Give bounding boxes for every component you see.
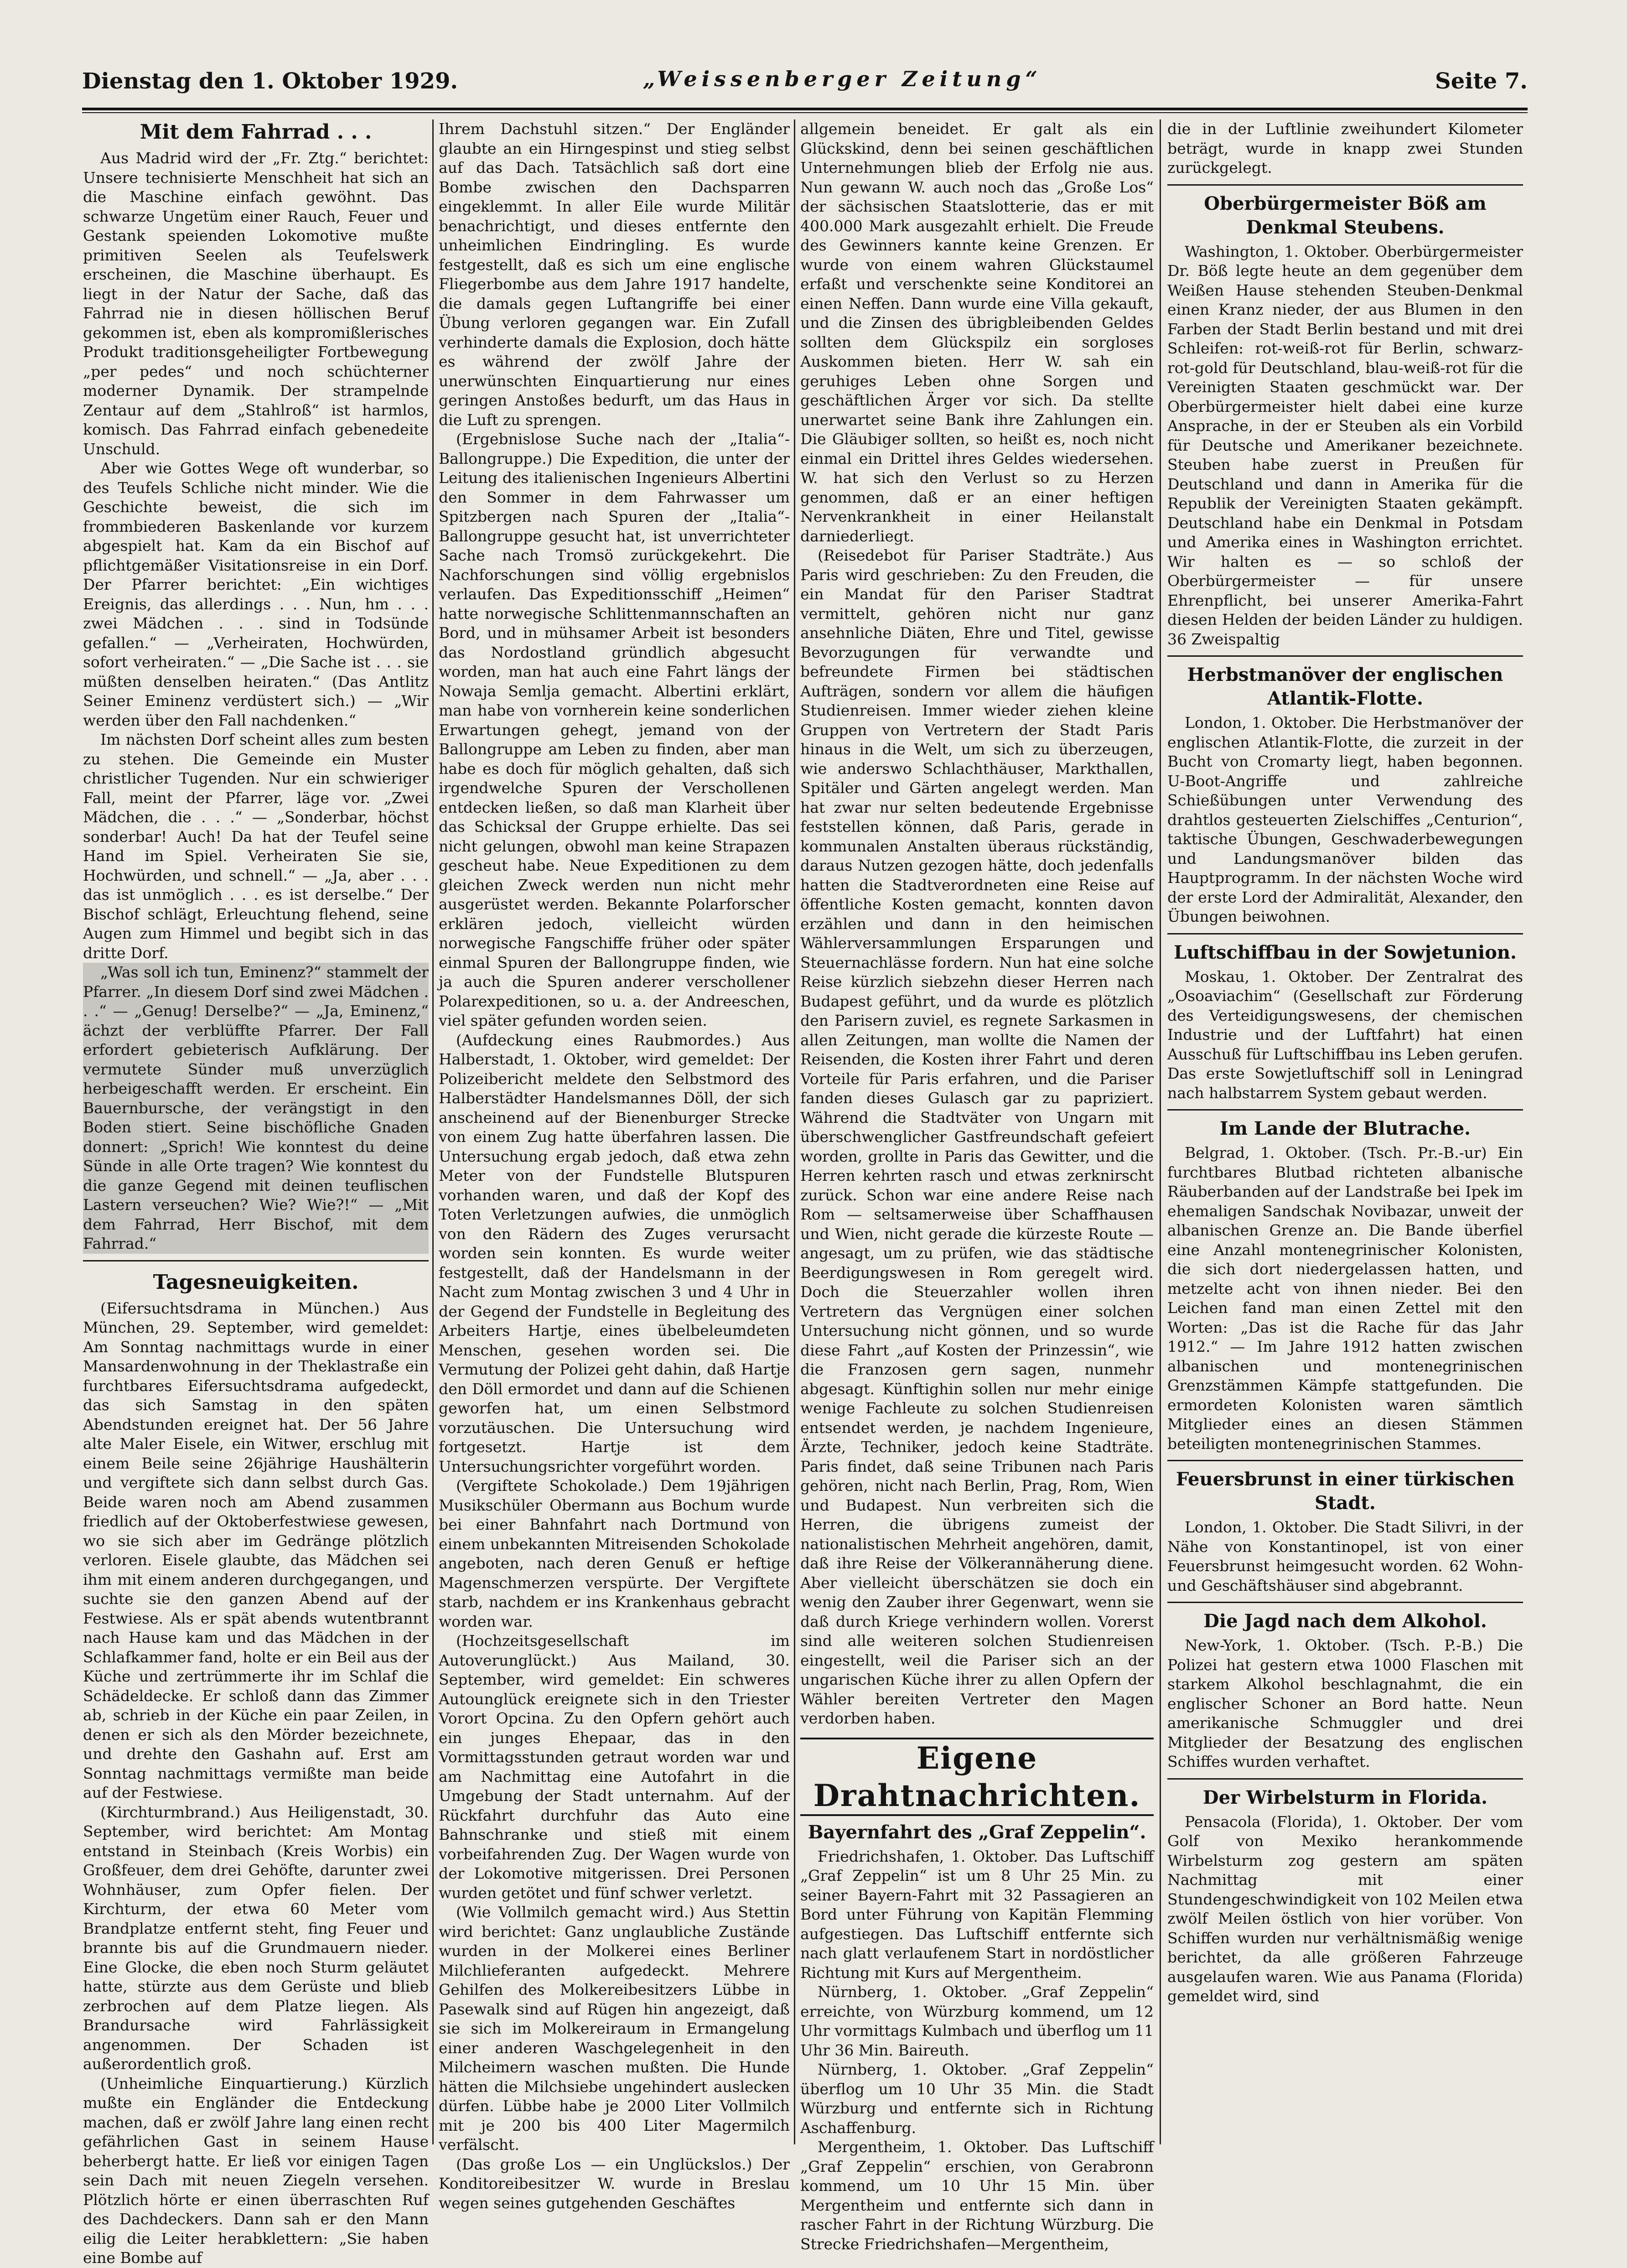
article-paragraph: „Was soll ich tun, Eminenz?“ stammelt der Pfarrer. „In diesem Dorf sind zwei Mädchen . . .“ — „Genug! Derselbe?“ — „Ja, Eminenz,“ ächzt der verblüffte Pfarrer. Der Fall erfordert gebieterisch Aufklärung. Der vermutete Sünder muß unverzüglich herbeigeschafft werden. Er erscheint. Ein Bauernbursche, der verängstigt in den Boden stiert. Seine bischöfliche Gnaden donnert: „Sprich! Wie konntest du deine Sünde in alle Orte tragen? Wie konntest du die ganze Gegend mit deinen teuflischen Lastern verseuchen? Wie? Wie?!“ — „Mit dem Fahrrad, Herr Bischof, mit dem Fahrrad.“ [83,963,429,1254]
section-rule [1167,184,1523,186]
news-item: (Das große Los — ein Unglückslos.) Der Konditoreibesitzer W. wurde in Breslau wegen seines gutgehenden Geschäftes [439,2155,790,2212]
article-headline: Bayernfahrt des „Graf Zeppelin“. [808,1821,1146,1843]
news-item: Ihrem Dachstuhl sitzen.“ Der Engländer glaubte an ein Hirngespinst und stieg selbst auf das Dach. Tatsächlich saß dort eine Bombe zwischen den Dachsparren eingeklemmt. In aller Eile wurde Militär benachrichtigt, und dieses entfernte den unheimlichen Eindringling. Es wurde festgestellt, daß es sich um eine englische Fliegerbombe aus dem Jahre 1917 handelte, die damals gegen Luftangriffe bei einer Übung verloren gegangen war. Ein Zufall verhinderte damals die Explosion, doch hätte es während der zwölf Jahre der unerwünschten Einquartierung nur eines geringen Anstoßes bedurft, um das Haus in die Luft zu sprengen. [439,120,790,429]
section-rule [1167,1109,1523,1111]
article-paragraph: Im nächsten Dorf scheint alles zum besten zu stehen. Die Gemeinde ein Muster christlicher Tugenden. Nur ein schwieriger Fall, meint der Pfarrer, läge vor. „Zwei Mädchen, die . . .“ — „Sonderbar, höchst sonderbar! Auch! Da hat der Teufel seine Hand im Spiel. Verheiraten Sie sie, Hochwürden, und schnell.“ — „Ja, aber . . . das ist unmöglich . . . es ist derselbe.“ Der Bischof schlägt, Erleuchtung flehend, seine Augen zum Himmel und begibt sich in das dritte Dorf. [83,731,429,962]
masthead [82,64,1528,105]
article-headline: Im Lande der Blutrache. [1219,1118,1471,1139]
column-1 [83,119,429,2267]
wire-report: Pensacola (Florida), 1. Oktober. Der vom Golf von Mexiko herankommende Wirbelsturm zog gestern am späten Nachmittag mit einer Stundengeschwindigkeit von 102 Meilen etwa zwölf Meilen östlich von hier vorüber. Von Schiffen wurden nur verhältnismäßig wenige berichtet, da alle größeren Fahrzeuge ausgelaufen waren. Wie aus Panama (Florida) gemeldet wird, sind [1167,1812,1523,2005]
news-item: allgemein beneidet. Er galt als ein Glückskind, denn bei seinen geschäftlichen Unternehmungen blieb der Erfolg nie aus. Nun gewann W. auch noch das „Große Los“ der sächsischen Staatslotterie, das er mit 400.000 Mark ausgezahlt erhielt. Die Freude des Gewinners kannte keine Grenzen. Er wurde von einem wahren Glückstaumel erfaßt und verschenkte seine Konditorei an einen Neffen. Dann wurde eine Villa gekauft, und die Zinsen des übrigbleibenden Geldes sollten dem Glückspilz ein sorgloses Auskommen bieten. Herr W. sah ein geruhiges Leben ohne Sorgen und geschäftlichen Ärger vor sich. Da stellte unerwartet seine Bank ihre Zahlungen ein. Die Gläubiger sollten, so heißt es, noch nicht einmal ein Drittel ihres Geldes wiedersehen. W. hat sich den Verlust so zu Herzen genommen, daß er an einer heftigen Nervenkrankheit in einer Heilanstalt darniederliegt. [800,120,1154,545]
article-headline: Der Wirbelsturm in Florida. [1202,1786,1488,1808]
news-item: (Eifersuchtsdrama in München.) Aus München, 29. September, wird gemeldet: Am Sonntag nachmittags wurde in einer Mansardenwohnung in der Theklastraße ein furchtbares Eifersuchtsdrama aufgedeckt, das sich Samstag in den späten Abendstunden ereignet hat. Der 56 Jahre alte Maler Eisele, ein Witwer, erschlug mit einem Beile seine 26jährige Haushälterin und vergiftete sich dann selbst durch Gas. Beide waren noch am Abend zusammen friedlich auf der Oktoberfestwiese gewesen, wo sie sich aber im Gedränge plötzlich verloren. Eisele glaubte, das Mädchen sei ihm mit einem anderen durchgegangen, und suchte sie den ganzen Abend auf der Festwiese. Als er spät abends wutentbrannt nach Hause kam und das Mädchen in der Schlafkammer fand, holte er ein Beil aus der Küche und zertrümmerte ihr im Schlaf die Schädeldecke. Er schloß dann das Zimmer ab, schrieb in der Küche ein paar Zeilen, in denen er sich als den Mörder bezeichnete, und drehte den Gashahn auf. Erst am Sonntag nachmittags vermißte man beide auf der Festwiese. [83,1299,429,1801]
article-headline: Luftschiffbau in der Sowjetunion. [1174,941,1517,963]
section-rule [1167,1460,1523,1461]
wire-report: Belgrad, 1. Oktober. (Tsch. Pr.-B.-ur) Ein furchtbares Blutbad richteten albanische Räuberbanden auf der Landstraße bei Ipek im ehemaligen Sandschak Novibazar, unweit der albanischen Grenze an. Die Bande überfiel eine Anzahl montenegrinischer Kolonisten, die sich dort niedergelassen hatten, und metzelte acht von ihnen nieder. Bei den Leichen fand man einen Zettel mit den Worten: „Das ist die Rache für das Jahr 1912.“ — Im Jahre 1912 hatten zwischen albanischen und montenegrinischen Grenzstämmen Kämpfe stattgefunden. Die ermordeten Kolonisten waren sämtlich Mitglieder eines an diesen Stämmen beteiligten montenegrinischen Stammes. [1167,1144,1523,1453]
column-divider [432,119,434,2144]
wire-report: New-York, 1. Oktober. (Tsch. P.-B.) Die Polizei hat gestern etwa 1000 Flaschen mit starkem Alkohol beschlagnahmt, die ein englischer Schoner an Bord hatte. Neun amerikanische Schmuggler und drei Mitglieder der Besatzung des englischen Schiffes wurden verhaftet. [1167,1636,1523,1770]
news-item: (Hochzeitsgesellschaft im Autoverunglückt.) Aus Mailand, 30. September, wird gemeldet: Ein schweres Autounglück ereignete sich in den Triester Vorort Opcina. Zu den Opfern gehört auch ein junges Ehepaar, das in den Vormittagsstunden getraut worden war und am Nachmittag eine Autofahrt in die Umgebung der Stadt unternahm. Auf der Rückfahrt durchfuhr das Auto eine Bahnschranke und stieß mit einem vorbeifahrenden Zug. Der Wagen wurde von der Lokomotive mitgerissen. Drei Personen wurden getötet und fünf schwer verletzt. [439,1632,790,1902]
column-3 [800,119,1154,2253]
article-headline: Oberbürgermeister Böß am Denkmal Steubens. [1204,192,1487,238]
news-item: (Unheimliche Einquartierung.) Kürzlich mußte ein Engländer die Entdeckung machen, daß er zwölf Jahre lang einen recht gefährlichen Gast in seinem Hause beherbergt hatte. Er ließ vor einigen Tagen sein Dach mit neuen Ziegeln versehen. Plötzlich hörte er einen überraschten Ruf des Dachdeckers. Dann sah er den Mann eilig die Leiter herabklettern: „Sie haben eine Bombe auf [83,2074,429,2267]
column-4 [1167,119,1523,2144]
wire-report: Mergentheim, 1. Oktober. Das Luftschiff „Graf Zeppelin“ erschien, von Gerabronn kommend, um 10 Uhr 15 Min. über Mergentheim und entfernte sich dann in rascher Fahrt in der Richtung Würzburg. Die Strecke Friedrichshafen—Mergentheim, [800,2138,1154,2253]
article-headline: Die Jagd nach dem Alkohol. [1203,1610,1487,1632]
article-paragraph: Aus Madrid wird der „Fr. Ztg.“ berichtet: Unsere technisierte Menschheit hat sich an die Maschine einfach gewöhnt. Das schwarze Ungetüm einer Rauch, Feuer und Gestank speienden Lokomotive mußte primitiven Seelen als Teufelswerk erscheinen, die Maschine überhaupt. Es liegt in der Natur der Sache, daß das Fahrrad nie in diesen höllischen Beruf gekommen ist, eben als kompromißlerisches Produkt traditionsgeheiligter Fortbewegung „per pedes“ und noch schüchterner moderner Dynamik. Der strampelnde Zentaur auf dem „Stahlroß“ ist harmlos, komisch. Das Fahrrad einfach gebenedeite Unschuld. [83,149,429,458]
article-headline: Herbstmanöver der englischen Atlantik-Flotte. [1187,664,1503,709]
section-rule [1167,1778,1523,1780]
wire-report: London, 1. Oktober. Die Stadt Silivri, in der Nähe von Konstantinopel, ist von einer Feuersbrunst heimgesucht worden. 62 Wohn- und Geschäftshäuser sind abgebrannt. [1167,1518,1523,1594]
newspaper-title: „Weissenberger Zeitung“ [643,67,1042,91]
masthead-rule [82,108,1528,110]
section-headline: Tagesneuigkeiten. [153,1270,359,1294]
wire-report: die in der Luftlinie zweihundert Kilometer beträgt, wurde in knapp zwei Stunden zurückgelegt. [1167,120,1523,176]
article-headline: Mit dem Fahrrad . . . [140,120,372,144]
wire-report: Nürnberg, 1. Oktober. „Graf Zeppelin“ überflog um 10 Uhr 35 Min. die Stadt Würzburg und entfernte sich in Richtung Aschaffenburg. [800,2060,1154,2137]
section-rule [1167,933,1523,934]
section-banner: Eigene Drahtnachrichten. [800,1738,1154,1816]
section-rule [1167,655,1523,657]
issue-date: Dienstag den 1. Oktober 1929. [82,68,458,94]
page-number: Seite 7. [1435,68,1528,94]
masthead-rule-thin [82,112,1528,113]
section-rule [1167,1602,1523,1603]
wire-report: Washington, 1. Oktober. Oberbürgermeister Dr. Böß legte heute an dem gegenüber dem Weißen Hause stehenden Steuben-Denkmal einen Kranz nieder, der aus Blumen in den Farben der Stadt Berlin bestand und mit drei Schleifen: rot-weiß-rot für Berlin, schwarz-rot-gold für Deutschland, blau-weiß-rot für die Vereinigten Staaten geschmückt war. Der Oberbürgermeister hielt dabei eine kurze Ansprache, in der er Steuben als ein Vorbild für Deutsche und Amerikaner bezeichnete. Steuben habe zuerst in Preußen für Deutschland und dann in Amerika für die Republik der Vereinigten Staaten gekämpft. Deutschland habe ein Denkmal in Potsdam und Amerika eines in Washington errichtet. Wir halten es — so schloß der Oberbürgermeister — für unsere Ehrenpflicht, bei unserer Amerika-Fahrt diesen Helden der beiden Länder zu huldigen. 36 Zweispaltig [1167,242,1523,648]
wire-report: Moskau, 1. Oktober. Der Zentralrat des „Osoaviachim“ (Gesellschaft zur Förderung des Verteidigungswesens, der chemischen Industrie und der Luftfahrt) hat einen Ausschuß für Luftschiffbau ins Leben gerufen. Das erste Sowjetluftschiff soll in Leningrad nach halbstarrem System gebaut werden. [1167,967,1523,1102]
wire-report: Nürnberg, 1. Oktober. „Graf Zeppelin“ erreichte, von Würzburg kommend, um 12 Uhr vormittags Kulmbach und überflog um 11 Uhr 36 Min. Baireuth. [800,1983,1154,2059]
news-item: (Ergebnislose Suche nach der „Italia“-Ballongruppe.) Die Expedition, die unter der Leitung des italienischen Ingenieurs Albertini den Sommer in dem Fahrwasser um Spitzbergen nach Spuren der „Italia“-Ballongruppe gesucht hat, ist unverrichteter Sache nach Tromsö zurückgekehrt. Die Nachforschungen sind völlig ergebnislos verlaufen. Das Expeditionsschiff „Heimen“ hatte norwegische Schlittenmannschaften an Bord, und in mühsamer Arbeit ist besonders das Nordostland gründlich abgesucht worden, man hat auch eine Fahrt längs der Nowaja Semlja gemacht. Albertini erklärt, man habe von vornherein keine sonderlichen Erwartungen gehegt, jemand von der Ballongruppe am Leben zu finden, aber man habe es doch für möglich gehalten, daß sich irgendwelche Spuren der Verschollenen entdecken ließen, so daß man Klarheit über das Schicksal der Gruppe erhielte. Das sei nicht gelungen, obwohl man keine Strapazen gescheut habe. Neue Expeditionen zu dem gleichen Zweck werden nun nicht mehr ausgerüstet werden. Bekannte Polarforscher erklären jedoch, vielleicht würden norwegische Fangschiffe früher oder später einmal Spuren der Ballongruppe finden, wie ja auch die Spuren anderer verschollener Polarexpeditionen, so u. a. der Andreeschen, viel später gefunden worden seien. [439,430,790,1029]
article-headline: Feuersbrunst in einer türkischen Stadt. [1176,1469,1515,1514]
news-item: (Reisedebot für Pariser Stadträte.) Aus Paris wird geschrieben: Zu den Freuden, die ein Mandat für den Pariser Stadtrat vermittelt, gehören nicht nur ganz ansehnliche Diäten, Ehre und Titel, gewisse Bevorzugungen für verwandte und befreundete Firmen bei städtischen Aufträgen, sondern vor allem die häufigen Studienreisen. Immer wieder ziehen kleine Gruppen von Vertretern der Stadt Paris hinaus in die Welt, um sich zu überzeugen, wie anderswo Schlachthäuser, Markthallen, Spitäler und Gärten angelegt werden. Man hat zwar nur selten bedeutende Ergebnisse feststellen können, daß Paris, gerade in kommunalen Anstalten überaus rückständig, daraus Nutzen gezogen hätte, doch jedenfalls hatten die Stadtverordneten eine Reise auf öffentliche Kosten gemacht, konnten davon erzählen und dann in den heimischen Wählerversammlungen Ersparungen und Steuernachlässe fordern. Nun hat eine solche Reise kürzlich siebzehn dieser Herren nach Budapest geführt, und da wurde es plötzlich den Parisern zuviel, es regnete Sarkasmen in allen Zeitungen, man wollte die Namen der Reisenden, die Kosten ihrer Fahrt und deren Vorteile für Paris erfahren, und die Pariser fanden dieses Gulasch gar zu papriziert. Während die Stadtväter von Ungarn mit überschwenglicher Gastfreundschaft gefeiert worden, grollte in Paris das Gewitter, und die Herren kehrten rasch und etwas zerknirscht zurück. Schon war eine andere Reise nach Rom — seltsamerweise über Schaffhausen und Wien, nicht gerade die kürzeste Route — angesagt, um zu prüfen, wie das städtische Beerdigungswesen in Rom geregelt wird. Doch die Steuerzahler wollen ihren Vertretern das Vergnügen einer solchen Untersuchung nicht gönnen, und so wurde diese Fahrt „auf Kosten der Prinzessin“, wie die Franzosen gern sagen, nunmehr abgesagt. Künftighin sollen nur mehr einige wenige Fachleute zu solchen Studienreisen entsendet werden, je nachdem Ingenieure, Ärzte, Techniker, jedoch keine Stadträte. Paris findet, daß seine Tribunen nach Paris gehören, nicht nach Berlin, Prag, Rom, Wien und Budapest. Nun verbreiten sich die Herren, die übrigens zumeist der nationalistischen Mehrheit angehören, damit, daß ihre Reise der Völkerannäherung diene. Aber vielleicht überschätzen sie doch ein wenig den Zauber ihrer Gegenwart, wenn sie daß durch Kriege verhindern wollen. Vorerst sind alle weiteren solchen Studienreisen eingestellt, weil die Pariser sich an der ungarischen Küche ihrer zu allen Opfern der Wähler bereiten Vertreter den Magen verdorben haben. [800,546,1154,1727]
column-2 [439,119,790,2212]
news-item: (Wie Vollmilch gemacht wird.) Aus Stettin wird berichtet: Ganz unglaubliche Zustände wurden in der Molkerei eines Berliner Milchlieferanten aufgedeckt. Mehrere Gehilfen des Molkereibesitzers Lübbe in Pasewalk sind auf Rügen hin angezeigt, daß sie sich im Molkereiraum in Ermangelung einer anderen Waschgelegenheit in den Milcheimern waschen mußten. Die Hunde hätten die Milchsiebe ungehindert auslecken dürfen. Lübbe habe je 2000 Liter Vollmilch mit je 200 bis 400 Liter Magermilch verfälscht. [439,1903,790,2154]
news-item: (Aufdeckung eines Raubmordes.) Aus Halberstadt, 1. Oktober, wird gemeldet: Der Polizeibericht meldete den Selbstmord des Halberstädter Handelsmannes Döll, der sich anscheinend auf der Bienenburger Strecke von einem Zug hatte überfahren lassen. Die Untersuchung ergab jedoch, daß etwa zehn Meter von der Fundstelle Blutspuren vorhanden waren, und daß der Kopf des Toten Verletzungen aufwies, die unmöglich von den Rädern des Zuges verursacht worden sein konnten. Es wurde weiter festgestellt, daß der Handelsmann in der Nacht zum Montag zwischen 3 und 4 Uhr in der Gegend der Fundstelle in Begleitung des Arbeiters Hartje, eines übelbeleumdeten Menschen, gesehen worden sei. Die Vermutung der Polizei geht dahin, daß Hartje den Döll ermordet und dann auf die Schienen geworfen hat, um einen Selbstmord vorzutäuschen. Die Untersuchung wird fortgesetzt. Hartje ist dem Untersuchungsrichter vorgeführt worden. [439,1031,790,1475]
news-item: (Kirchturmbrand.) Aus Heiligenstadt, 30. September, wird berichtet: Am Montag entstand in Steinbach (Kreis Worbis) ein Großfeuer, dem drei Gehöfte, darunter zwei Wohnhäuser, zum Opfer fielen. Der Kirchturm, der etwa 60 Meter vom Brandplatze entfernt steht, fing Feuer und brannte bis auf die Grundmauern nieder. Eine Glocke, die eben noch Sturm geläutet hatte, stürzte aus dem Gerüste und blieb zerbrochen auf dem Platze liegen. Als Brandursache wird Fahrlässigkeit angenommen. Der Schaden ist außerordentlich groß. [83,1803,429,2073]
column-divider [1160,119,1161,2144]
section-rule [83,1260,429,1261]
wire-report: London, 1. Oktober. Die Herbstmanöver der englischen Atlantik-Flotte, die zurzeit in der Bucht von Cromarty liegt, haben begonnen. U-Boot-Angriffe und zahlreiche Schießübungen unter Verwendung des drahtlos gesteuerten Zielschiffes „Centurion“, taktische Übungen, Geschwaderbewegungen und Landungsmanöver bilden das Hauptprogramm. In der nächsten Woche wird der erste Lord der Admiralität, Alexander, den Übungen beiwohnen. [1167,714,1523,925]
column-divider [794,119,795,2144]
news-item: (Vergiftete Schokolade.) Dem 19jährigen Musikschüler Obermann aus Bochum wurde bei einer Bahnfahrt nach Dortmund von einem unbekannten Mitreisenden Schokolade angeboten, nach deren Genuß er heftige Magenschmerzen verspürte. Der Vergiftete starb, nachdem er ins Krankenhaus gebracht worden war. [439,1477,790,1630]
article-paragraph: Aber wie Gottes Wege oft wunderbar, so des Teufels Schliche nicht minder. Wie die Geschichte beweist, die sich im frommbiederen Baskenlande vor kurzem abgespielt hat. Kam da ein Bischof auf pflichtgemäßer Visitationsreise in ein Dorf. Der Pfarrer berichtet: „Ein wichtiges Ereignis, das allerdings . . . Nun, hm . . . zwei Mädchen . . . sind in Todsünde gefallen.“ — „Verheiraten, Hochwürden, sofort verheiraten.“ — „Die Sache ist . . . sie müßten denselben heiraten.“ (Das Antlitz Seiner Eminenz verdüstert sich.) — „Wir werden über den Fall nachdenken.“ [83,459,429,729]
wire-report: Friedrichshafen, 1. Oktober. Das Luftschiff „Graf Zeppelin“ ist um 8 Uhr 25 Min. zu seiner Bayern-Fahrt mit 32 Passagieren an Bord unter Führung von Kapitän Flemming aufgestiegen. Das Luftschiff entfernte sich nach glatt verlaufenem Start in nordöstlicher Richtung mit Kurs auf Mergentheim. [800,1847,1154,1982]
